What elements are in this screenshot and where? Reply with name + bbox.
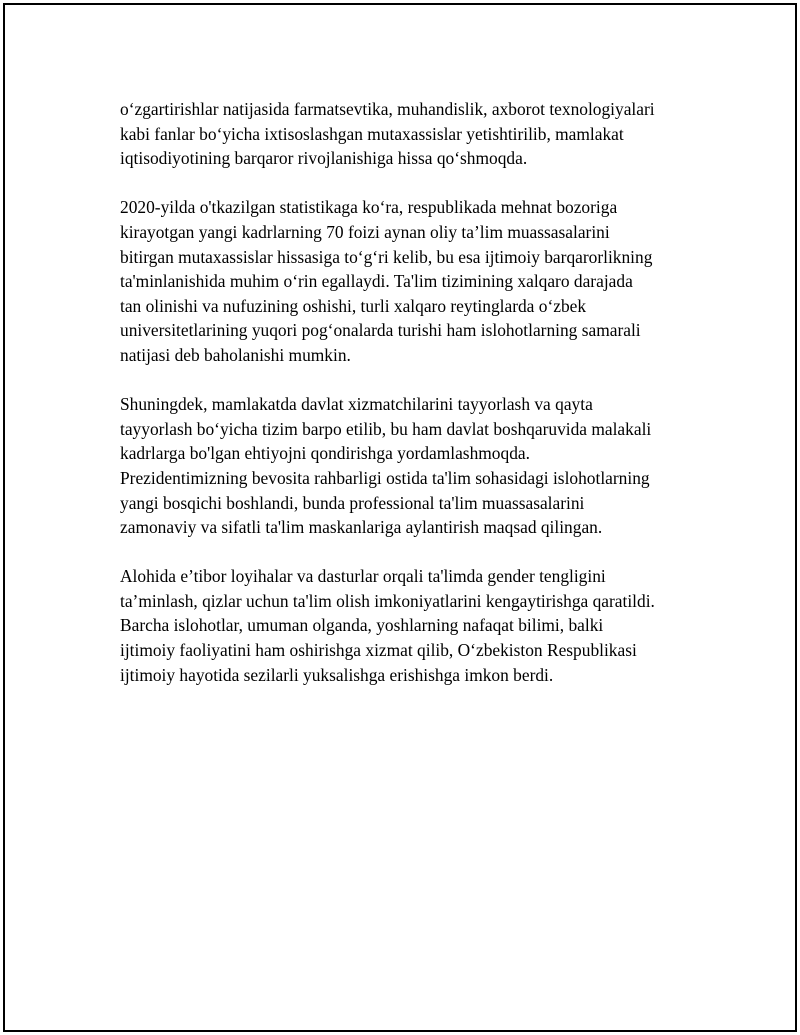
text-line: bitirgan mutaxassislar hissasiga to‘g‘ri kelib, bu esa ijtimoiy barqarorlikning <box>120 246 653 267</box>
paragraph-3 <box>120 392 700 540</box>
paragraph-4 <box>120 564 700 687</box>
document-body <box>120 97 700 712</box>
text-line: Shuningdek, mamlakatda davlat xizmatchilarini tayyorlash va qayta <box>120 394 593 415</box>
text-line: kirayotgan yangi kadrlarning 70 foizi aynan oliy ta’lim muassasalarini <box>120 221 610 242</box>
text-line: yangi bosqichi boshlandi, bunda professional ta'lim muassasalarini <box>120 492 585 513</box>
paragraph-1 <box>120 97 700 171</box>
text-line: Alohida e’tibor loyihalar va dasturlar orqali ta'limda gender tengligini <box>120 566 606 587</box>
text-line: universitetlarining yuqori pog‘onalarda turishi ham islohotlarning samarali <box>120 320 641 341</box>
text-line: iqtisodiyotining barqaror rivojlanishiga hissa qo‘shmoqda. <box>120 148 528 169</box>
text-line: tan olinishi va nufuzining oshishi, turli xalqaro reytinglarda o‘zbek <box>120 295 587 316</box>
text-line: tayyorlash bo‘yicha tizim barpo etilib, bu ham davlat boshqaruvida malakali <box>120 418 652 439</box>
text-line: o‘zgartirishlar natijasida farmatsevtika, muhandislik, axborot texnologiyalari <box>120 99 655 119</box>
text-line: ijtimoiy faoliyatini ham oshirishga xizmat qilib, O‘zbekiston Respublikasi <box>120 640 637 661</box>
text-line: kabi fanlar bo‘yicha ixtisoslashgan mutaxassislar yetishtirilib, mamlakat <box>120 123 624 144</box>
text-line: Barcha islohotlar, umuman olganda, yoshlarning nafaqat bilimi, balki <box>120 615 604 636</box>
text-line: 2020-yilda o'tkazilgan statistikaga ko‘ra, respublikada mehnat bozoriga <box>120 197 618 218</box>
text-line: kadrlarga bo'lgan ehtiyojni qondirishga yordamlashmoqda. <box>120 443 530 464</box>
text-line: zamonaviy va sifatli ta'lim maskanlariga aylantirish maqsad qilingan. <box>120 517 603 538</box>
text-line: ta'minlanishida muhim o‘rin egallaydi. Ta'lim tizimining xalqaro darajada <box>120 271 633 292</box>
text-line: ta’minlash, qizlar uchun ta'lim olish imkoniyatlarini kengaytirishga qaratildi. <box>120 590 655 611</box>
page-frame <box>3 3 797 1032</box>
text-line: Prezidentimizning bevosita rahbarligi ostida ta'lim sohasidagi islohotlarning <box>120 467 650 488</box>
text-line: ijtimoiy hayotida sezilarli yuksalishga erishishga imkon berdi. <box>120 664 554 685</box>
paragraph-2 <box>120 195 700 367</box>
text-line: natijasi deb baholanishi mumkin. <box>120 344 351 365</box>
